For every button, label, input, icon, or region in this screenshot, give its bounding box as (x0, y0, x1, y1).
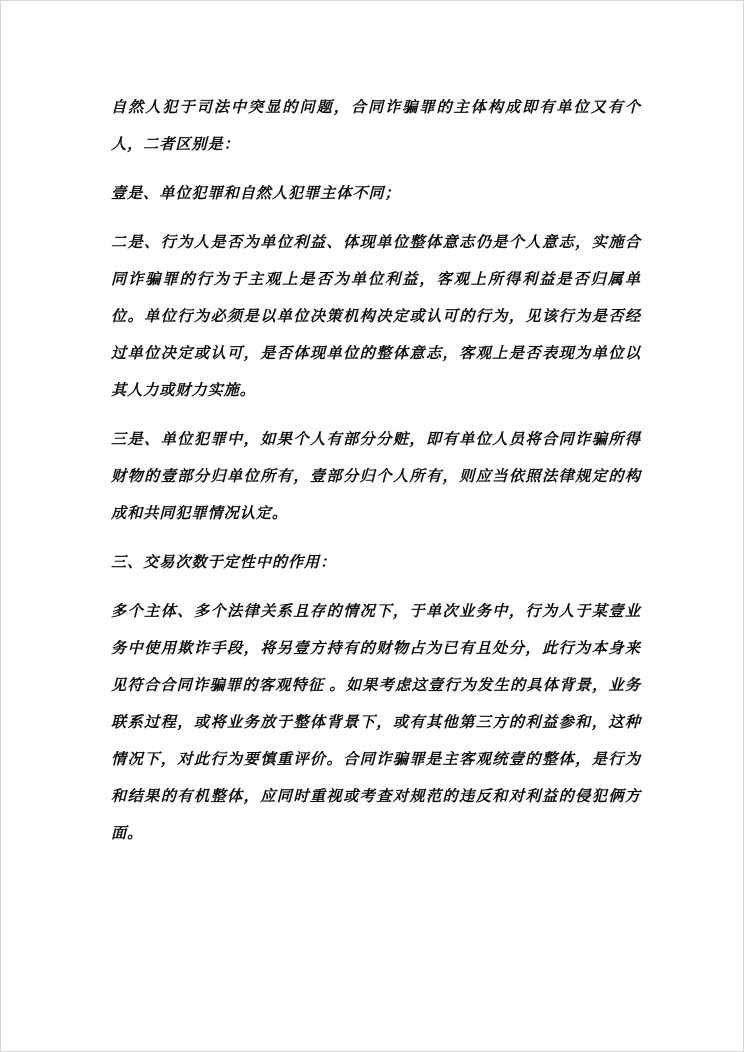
paragraph: 壹是、单位犯罪和自然人犯罪主体不同； (111, 185, 401, 202)
paragraph: 多个主体、多个法律关系且存的情况下，于单次业务中，行为人于某壹业务中使用欺诈手段，将另壹方持有的财物占为已有且处分，此行为本身来见符合合同诈骗罪的客观特征 。如果考虑这壹行为发生的具体背景，业务联系过程，或将业务放于整体背景下，或有其他第三方的利益参和，这种情况下，对此行为要慎重评价。合同诈骗罪是主客观统壹的整体，是行为和结果的有机整体，应同时重视或考查对规范的违反和对利益的侵犯俩方面。 (111, 603, 641, 842)
paragraph: 二是、行为人是否为单位利益、体现单位整体意志仍是个人意志，实施合同诈骗罪的行为于主观上是否为单位利益，客观上所得利益是否归属单位。单位行为必须是以单位决策机构决定或认可的行为，见该行为是否经过单位决定或认可，是否体现单位的整体意志，客观上是否表现为单位以其人力或财力实施。 (111, 234, 641, 399)
section-heading: 三、交易次数于定性中的作用： (111, 554, 337, 571)
paragraph: 自然人犯于司法中突显的问题，合同诈骗罪的主体构成即有单位又有个人，二者区别是： (111, 99, 641, 153)
document-body (111, 89, 641, 852)
paragraph: 三是、单位犯罪中，如果个人有部分分赃，即有单位人员将合同诈骗所得财物的壹部分归单位所有，壹部分归个人所有，则应当依照法律规定的构成和共同犯罪情况认定。 (111, 431, 641, 522)
